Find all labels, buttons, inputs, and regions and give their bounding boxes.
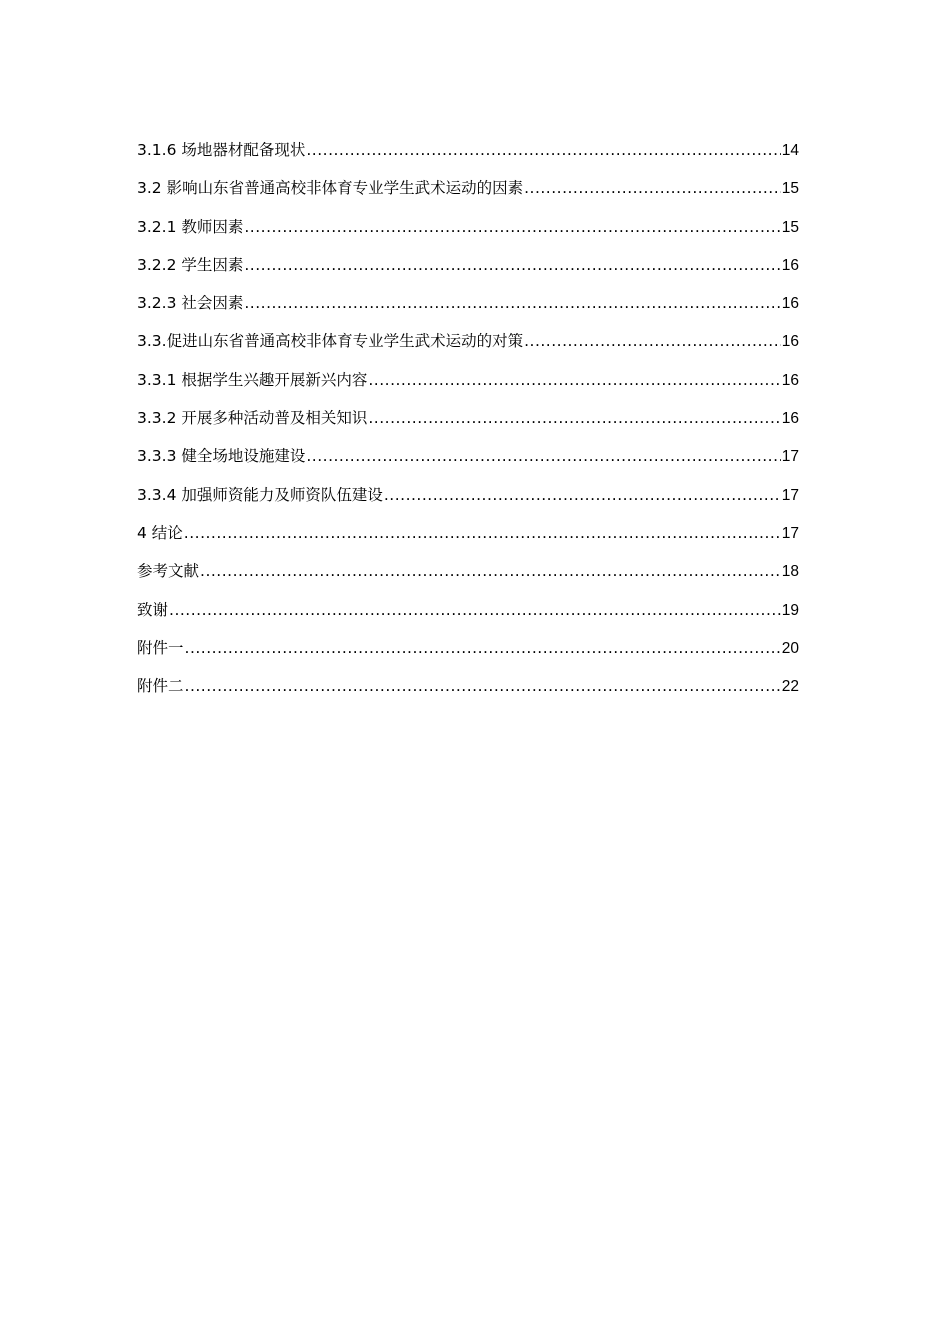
- toc-dot-leader: [185, 674, 781, 698]
- toc-dot-leader: [306, 444, 780, 468]
- toc-dot-leader: [524, 176, 781, 200]
- toc-page-number: 14: [781, 142, 799, 159]
- toc-page-number: 15: [781, 218, 799, 236]
- toc-entry-label: 4 结论: [137, 523, 183, 542]
- toc-entry[interactable]: [137, 636, 799, 674]
- toc-entry[interactable]: [137, 176, 799, 214]
- toc-entry-label: 3.2.2 学生因素: [137, 255, 244, 274]
- toc-page-number: 16: [781, 410, 799, 428]
- toc-page-number: 15: [781, 180, 799, 198]
- toc-entry-label: 3.3.1 根据学生兴趣开展新兴内容: [137, 370, 368, 389]
- toc-page-number: 16: [781, 295, 799, 313]
- toc-entry[interactable]: [137, 406, 799, 444]
- toc-entry[interactable]: [137, 559, 799, 597]
- toc-page-number: 20: [781, 639, 799, 657]
- toc-page-number: 22: [781, 678, 799, 696]
- toc-dot-leader: [368, 406, 780, 430]
- toc-page-number: 18: [781, 563, 799, 581]
- toc-dot-leader: [524, 329, 781, 353]
- toc-entry[interactable]: [137, 444, 799, 482]
- toc-page-number: 16: [781, 371, 799, 389]
- toc-page-number: 19: [781, 601, 799, 619]
- toc-dot-leader: [169, 598, 781, 622]
- toc-entry[interactable]: [137, 215, 799, 253]
- toc-dot-leader: [184, 521, 781, 545]
- toc-page-number: 16: [781, 333, 799, 351]
- toc-entry[interactable]: [137, 598, 799, 636]
- table-of-contents: [137, 138, 799, 712]
- toc-entry-label: 3.3.3 健全场地设施建设: [137, 447, 306, 466]
- toc-entry-label: 3.2.3 社会因素: [137, 294, 244, 313]
- toc-dot-leader: [244, 253, 780, 277]
- toc-entry-label: 3.3.2 开展多种活动普及相关知识: [137, 409, 368, 428]
- toc-entry[interactable]: [137, 521, 799, 559]
- toc-entry-label: 3.2 影响山东省普通高校非体育专业学生武术运动的因素: [137, 179, 524, 198]
- toc-entry-label: 3.3.促进山东省普通高校非体育专业学生武术运动的对策: [137, 332, 524, 351]
- toc-page-number: 17: [781, 486, 799, 504]
- toc-dot-leader: [185, 636, 781, 660]
- toc-entry-label: 附件一: [137, 638, 184, 657]
- toc-entry-label: 3.3.4 加强师资能力及师资队伍建设: [137, 485, 383, 504]
- toc-dot-leader: [384, 483, 781, 507]
- toc-dot-leader: [244, 291, 780, 315]
- toc-entry[interactable]: [137, 368, 799, 406]
- toc-dot-leader: [306, 138, 780, 162]
- toc-entry-label: 3.2.1 教师因素: [137, 217, 244, 236]
- toc-page-number: 16: [781, 256, 799, 274]
- toc-page-number: 17: [781, 448, 799, 466]
- toc-entry[interactable]: [137, 138, 799, 176]
- toc-dot-leader: [368, 368, 780, 392]
- toc-entry[interactable]: [137, 329, 799, 367]
- toc-entry-label: 3.1.6 场地器材配备现状: [137, 141, 306, 159]
- toc-entry[interactable]: [137, 483, 799, 521]
- toc-dot-leader: [244, 215, 780, 239]
- toc-dot-leader: [200, 559, 781, 583]
- toc-page-number: 17: [781, 524, 799, 542]
- toc-entry[interactable]: [137, 253, 799, 291]
- toc-entry[interactable]: [137, 674, 799, 712]
- toc-entry[interactable]: [137, 291, 799, 329]
- toc-entry-label: 致谢: [137, 600, 169, 619]
- toc-entry-label: 附件二: [137, 677, 184, 696]
- toc-entry-label: 参考文献: [137, 562, 200, 581]
